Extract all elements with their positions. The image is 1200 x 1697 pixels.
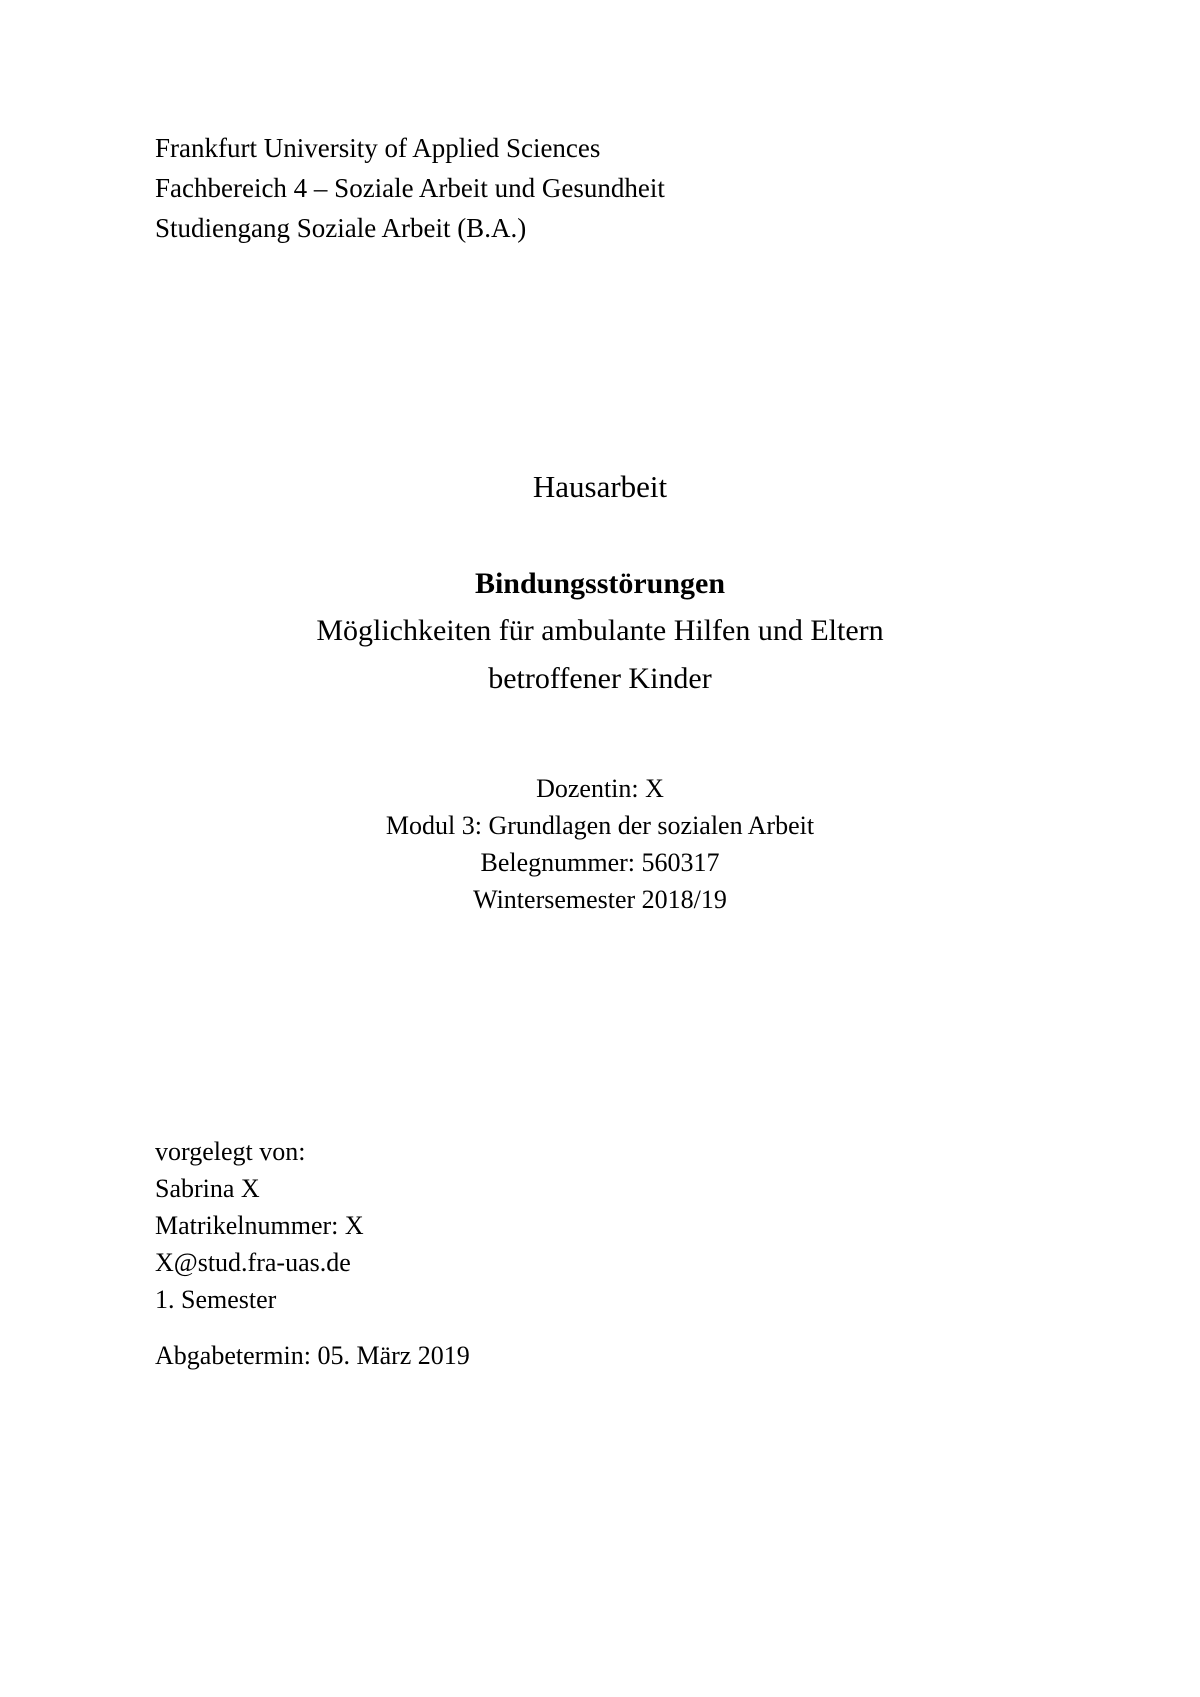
- page-subtitle-line-2: betroffener Kinder: [488, 662, 712, 695]
- course-module: Modul 3: Grundlagen der sozialen Arbeit: [385, 811, 815, 840]
- author-info: [155, 1133, 955, 1318]
- institution-university: Frankfurt University of Applied Sciences: [155, 133, 601, 163]
- title-section: [155, 465, 1045, 703]
- page-subtitle-line-1: Möglichkeiten für ambulante Hilfen und Eltern: [316, 614, 884, 647]
- author-semester: 1. Semester: [155, 1285, 277, 1314]
- document-type: Hausarbeit: [532, 469, 668, 504]
- institution-program: Studiengang Soziale Arbeit (B.A.): [155, 213, 527, 243]
- author-matriculation: Matrikelnummer: X: [155, 1211, 364, 1240]
- deadline-info: [155, 1337, 955, 1374]
- submitted-by-label: vorgelegt von:: [155, 1137, 306, 1166]
- institution-header: [155, 128, 1055, 248]
- course-lecturer: Dozentin: X: [536, 774, 664, 803]
- institution-department: Fachbereich 4 – Soziale Arbeit und Gesundheit: [155, 173, 665, 203]
- course-info: [155, 770, 1045, 918]
- course-number: Belegnummer: 560317: [480, 848, 720, 877]
- page-title: Bindungsstörungen: [474, 567, 726, 600]
- submission-deadline: Abgabetermin: 05. März 2019: [155, 1341, 470, 1370]
- author-email: X@stud.fra-uas.de: [155, 1248, 351, 1277]
- course-semester: Wintersemester 2018/19: [473, 885, 727, 914]
- author-name: Sabrina X: [155, 1174, 260, 1203]
